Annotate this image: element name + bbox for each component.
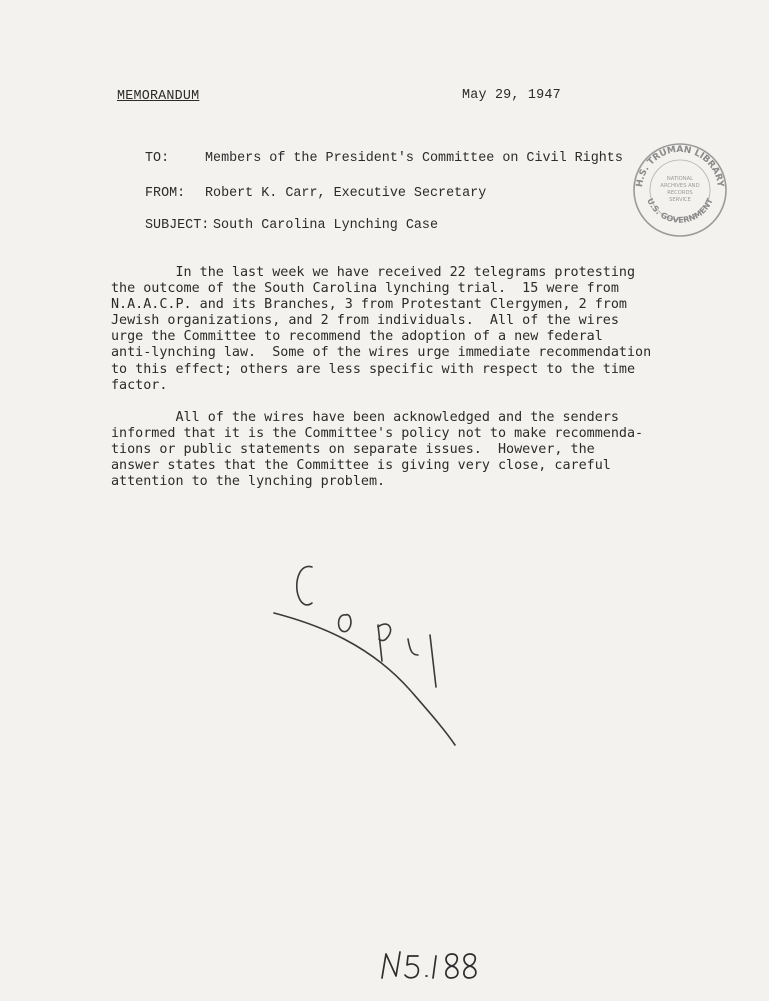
from-label: FROM: [145,186,186,201]
to-value: Members of the President's Committee on Civil Rights [205,151,623,166]
body-line: factor. [111,377,168,393]
body-line: anti-lynching law. Some of the wires urge immediate recommendation [111,345,652,361]
body-line: N.A.A.C.P. and its Branches, 3 from Protestant Clergymen, 2 from [111,297,627,313]
stamp-center-line: RECORDS [667,190,693,196]
body-line: answer states that the Committee is giving very close, careful [111,458,611,474]
body-line: In the last week we have received 22 telegrams protesting [111,265,636,280]
body-line: informed that it is the Committee's policy not to make recommenda- [111,426,644,442]
body-line: the outcome of the South Carolina lynching trial. 15 were from [111,281,619,297]
stamp-center-line: ARCHIVES AND [660,183,700,189]
stamp-center-line: SERVICE [669,197,691,203]
subject-value: South Carolina Lynching Case [213,218,438,233]
stamp-ring-text: H.S. TRUMAN LIBRARY [635,144,725,188]
stamp-bottom-text: U.S. GOVERNMENT [645,196,715,225]
body-line: to this effect; others are less specific with respect to the time [111,361,636,377]
handwritten-copy-mark [260,555,470,755]
body-line: Jewish organizations, and 2 from individuals. All of the wires [111,313,619,329]
to-label: TO: [145,151,170,166]
subject-label: SUBJECT: [145,218,210,233]
body-paragraph-2 [111,410,671,490]
body-paragraph-1 [111,265,671,394]
archive-stamp [630,140,730,240]
body-line: tions or public statements on separate issues. However, the [111,442,595,458]
memo-date: May 29, 1947 [462,88,561,103]
handwritten-file-number [378,948,478,984]
body-line: All of the wires have been acknowledged and the senders [111,410,619,425]
memo-title: MEMORANDUM [117,89,200,104]
body-line: attention to the lynching problem. [111,474,386,490]
body-line: urge the Committee to recommend the adoption of a new federal [111,329,603,345]
from-value: Robert K. Carr, Executive Secretary [205,186,487,201]
stamp-center-line: NATIONAL [666,176,694,182]
